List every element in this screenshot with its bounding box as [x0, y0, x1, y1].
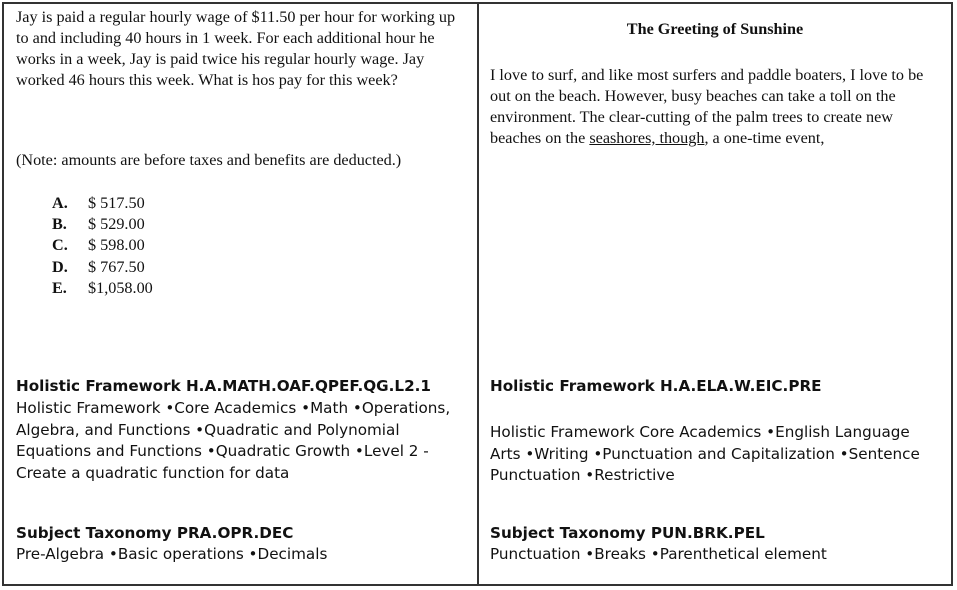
passage-title: The Greeting of Sunshine [626, 20, 804, 38]
taxonomy-label: Subject Taxonomy PUN.BRK.PEL [490, 524, 765, 542]
framework-text: Holistic Framework Core Academics •English Language Arts •Writing •Punctuation and Capitalization •Sentence Punctuation •Restrictive [490, 423, 920, 484]
choice-letter: C. [52, 236, 68, 255]
item-table [2, 2, 953, 586]
framework-text: Holistic Framework •Core Academics •Math •Operations, Algebra, and Functions •Quadratic and Polynomial Equations and Functions •Quadratic Growth •Level 2 - Create a quadratic function for data [16, 399, 451, 482]
choice-text: $ 598.00 [88, 236, 145, 255]
ela-item-panel [479, 4, 951, 584]
passage-text [490, 65, 945, 149]
choice-text: $1,058.00 [88, 278, 153, 297]
choice-letter: D. [52, 257, 68, 276]
choice-text: $ 767.50 [88, 257, 145, 276]
choice-b [52, 214, 153, 235]
taxonomy-text: Pre-Algebra •Basic operations •Decimals [16, 545, 328, 563]
choice-c [52, 235, 153, 256]
passage-text-before: I love to surf, and like most surfers and paddle boaters, I love to be out on the beach. However, busy beaches can take a toll on the environment. The clear-cutting of the palm trees to create new beaches on the [490, 66, 924, 147]
choice-d [52, 257, 153, 278]
choice-e [52, 278, 153, 299]
framework-label: Holistic Framework H.A.ELA.W.EIC.PRE [490, 377, 822, 395]
passage-text-after: , a one-time event, [704, 129, 825, 147]
choice-letter: B. [52, 215, 67, 234]
taxonomy-text: Punctuation •Breaks •Parenthetical element [490, 545, 827, 563]
choice-text: $ 529.00 [88, 215, 145, 234]
framework-label: Holistic Framework H.A.MATH.OAF.QPEF.QG.L2.1 [16, 377, 431, 395]
choice-a [52, 193, 153, 214]
choice-letter: A. [52, 194, 68, 212]
choice-text: $ 517.50 [88, 194, 145, 212]
answer-choices [52, 193, 153, 299]
underlined-phrase: seashores, though [589, 129, 705, 147]
question-note: (Note: amounts are before taxes and benefits are deducted.) [16, 151, 402, 169]
math-item-panel [4, 4, 479, 584]
taxonomy-label: Subject Taxonomy PRA.OPR.DEC [16, 524, 294, 542]
question-text: Jay is paid a regular hourly wage of $11.50 per hour for working up to and including 40 hours in 1 week. For each additional hour he works in a week, Jay is paid twice his regular hourly wage. Jay worked 46 hours this week. What is hos pay for this week? [16, 8, 456, 89]
choice-letter: E. [52, 278, 67, 297]
